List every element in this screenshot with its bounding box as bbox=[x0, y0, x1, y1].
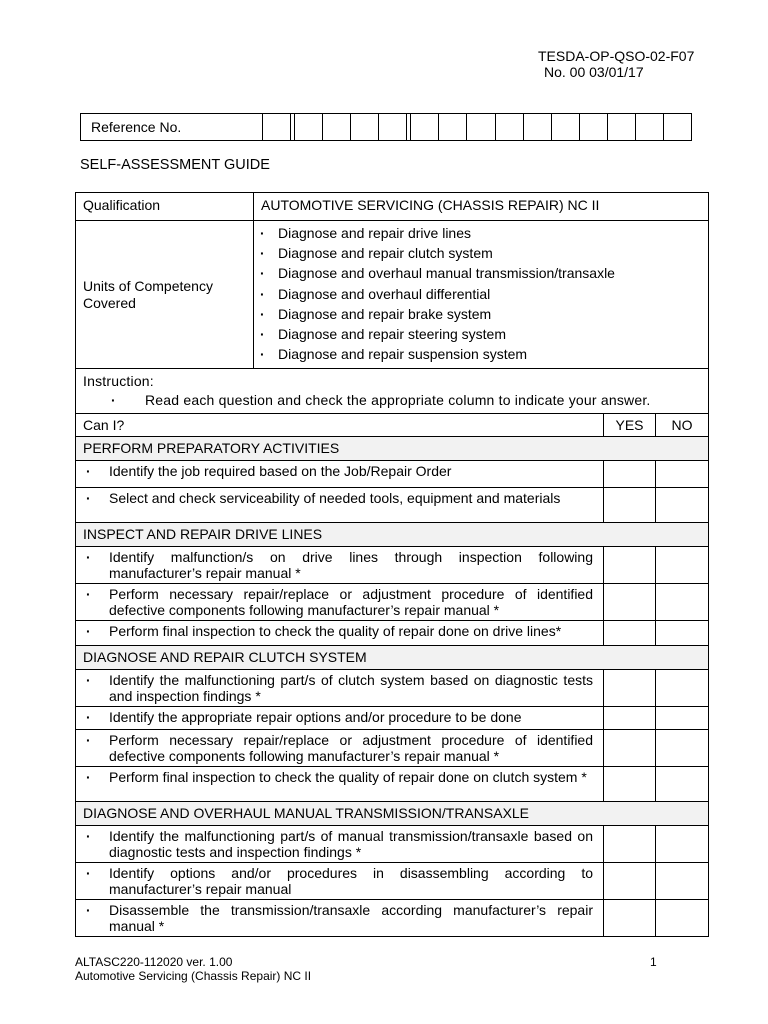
table-row bbox=[76, 826, 709, 863]
table-row bbox=[76, 670, 709, 707]
bullet-dot: · bbox=[86, 732, 91, 749]
qualification-label: Qualification bbox=[76, 193, 254, 221]
yes-checkbox[interactable] bbox=[604, 900, 656, 937]
no-checkbox[interactable] bbox=[656, 670, 709, 707]
table-row bbox=[76, 584, 709, 621]
bullet-dot: · bbox=[86, 463, 91, 480]
reference-label: Reference No. bbox=[81, 114, 263, 140]
form-revision: No. 00 03/01/17 bbox=[544, 64, 644, 80]
question-text: Identify the appropriate repair options and/or procedure to be done bbox=[109, 709, 522, 726]
unit-item: · Diagnose and overhaul manual transmission/transaxle bbox=[260, 263, 708, 283]
footer bbox=[75, 955, 311, 983]
yes-checkbox[interactable] bbox=[604, 670, 656, 707]
bullet-dot: · bbox=[86, 623, 91, 640]
question-text: Perform final inspection to check the quality of repair done on drive lines* bbox=[109, 623, 562, 640]
ref-box[interactable] bbox=[552, 114, 580, 140]
no-header: NO bbox=[656, 414, 709, 437]
question-text: Perform final inspection to check the quality of repair done on clutch system * bbox=[109, 769, 587, 786]
reference-number-table bbox=[80, 113, 692, 141]
question-text: Perform necessary repair/replace or adjustment procedure of identified defective components following manufacturer’s repair manual * bbox=[109, 586, 593, 619]
section-title: PERFORM PREPARATORY ACTIVITIES bbox=[76, 437, 709, 461]
ref-box[interactable] bbox=[295, 114, 323, 140]
table-row bbox=[76, 488, 709, 523]
form-code: TESDA-OP-QSO-02-F07 bbox=[538, 48, 695, 64]
no-checkbox[interactable] bbox=[656, 584, 709, 621]
ref-box[interactable] bbox=[263, 114, 291, 140]
question-text: Identify the malfunctioning part/s of manual transmission/transaxle based on diagnostic tests and inspection findings * bbox=[109, 828, 593, 861]
no-checkbox[interactable] bbox=[656, 621, 709, 646]
instruction-label: Instruction: bbox=[83, 373, 154, 390]
ref-box[interactable] bbox=[580, 114, 608, 140]
units-list bbox=[254, 221, 709, 369]
units-label: Units of Competency Covered bbox=[76, 221, 254, 369]
ref-box[interactable] bbox=[439, 114, 467, 140]
yes-checkbox[interactable] bbox=[604, 863, 656, 900]
section-title: INSPECT AND REPAIR DRIVE LINES bbox=[76, 523, 709, 547]
question-text: Disassemble the transmission/transaxle according manufacturer’s repair manual * bbox=[109, 902, 593, 935]
reference-boxes[interactable] bbox=[263, 114, 691, 140]
question-text: Identify options and/or procedures in disassembling according to manufacturer’s repair manual bbox=[109, 865, 593, 898]
no-checkbox[interactable] bbox=[656, 547, 709, 584]
question-text: Select and check serviceability of needed tools, equipment and materials bbox=[109, 490, 561, 507]
footer-doc-name: Automotive Servicing (Chassis Repair) NC II bbox=[75, 969, 312, 983]
unit-item: · Diagnose and repair suspension system bbox=[260, 344, 708, 364]
table-row bbox=[76, 621, 709, 646]
question-text: Perform necessary repair/replace or adjustment procedure of identified defective components following manufacturer’s repair manual * bbox=[109, 732, 593, 765]
footer-doc-id: ALTASC220-112020 ver. 1.00 bbox=[75, 955, 233, 969]
ref-box[interactable] bbox=[379, 114, 407, 140]
no-checkbox[interactable] bbox=[656, 863, 709, 900]
question-text: Identify malfunction/s on drive lines through inspection following manufacturer’s repair manual * bbox=[109, 549, 593, 582]
yes-checkbox[interactable] bbox=[604, 730, 656, 767]
section-title: DIAGNOSE AND OVERHAUL MANUAL TRANSMISSION/TRANSAXLE bbox=[76, 802, 709, 826]
form-code-block bbox=[538, 48, 738, 80]
table-row bbox=[76, 900, 709, 937]
page-title: SELF-ASSESSMENT GUIDE bbox=[80, 157, 270, 173]
table-row bbox=[76, 767, 709, 802]
no-checkbox[interactable] bbox=[656, 826, 709, 863]
no-checkbox[interactable] bbox=[656, 767, 709, 802]
question-text: Identify the malfunctioning part/s of clutch system based on diagnostic tests and inspection findings * bbox=[109, 672, 593, 705]
ref-box[interactable] bbox=[467, 114, 495, 140]
table-row bbox=[76, 707, 709, 730]
qualification-value: AUTOMOTIVE SERVICING (CHASSIS REPAIR) NC II bbox=[254, 193, 709, 221]
bullet-dot: · bbox=[86, 490, 91, 507]
no-checkbox[interactable] bbox=[656, 900, 709, 937]
ref-box[interactable] bbox=[323, 114, 351, 140]
table-row bbox=[76, 730, 709, 767]
ref-box[interactable] bbox=[411, 114, 439, 140]
yes-checkbox[interactable] bbox=[604, 584, 656, 621]
bullet-dot: · bbox=[86, 672, 91, 689]
no-checkbox[interactable] bbox=[656, 707, 709, 730]
yes-checkbox[interactable] bbox=[604, 547, 656, 584]
bullet-dot: · bbox=[86, 902, 91, 919]
bullet-dot: · bbox=[86, 828, 91, 845]
can-i-header: Can I? bbox=[76, 414, 604, 437]
assessment-table bbox=[75, 192, 709, 937]
no-checkbox[interactable] bbox=[656, 488, 709, 523]
ref-box[interactable] bbox=[664, 114, 691, 140]
yes-checkbox[interactable] bbox=[604, 707, 656, 730]
ref-box[interactable] bbox=[636, 114, 664, 140]
bullet-dot: · bbox=[86, 549, 91, 566]
yes-header: YES bbox=[604, 414, 656, 437]
ref-box[interactable] bbox=[496, 114, 524, 140]
unit-item: · Diagnose and repair clutch system bbox=[260, 243, 708, 263]
bullet-dot: · bbox=[86, 865, 91, 882]
instruction: Instruction: · Read each question and check the appropriate column to indicate your answer. bbox=[76, 369, 709, 414]
yes-checkbox[interactable] bbox=[604, 488, 656, 523]
unit-item: · Diagnose and overhaul differential bbox=[260, 284, 708, 304]
table-row bbox=[76, 461, 709, 488]
bullet-dot: · bbox=[86, 769, 91, 786]
bullet-dot: · bbox=[86, 586, 91, 603]
yes-checkbox[interactable] bbox=[604, 461, 656, 488]
yes-checkbox[interactable] bbox=[604, 767, 656, 802]
question-text: Identify the job required based on the Job/Repair Order bbox=[109, 463, 452, 480]
unit-item: · Diagnose and repair brake system bbox=[260, 304, 708, 324]
yes-checkbox[interactable] bbox=[604, 826, 656, 863]
table-row bbox=[76, 547, 709, 584]
unit-item: · Diagnose and repair drive lines bbox=[260, 223, 708, 243]
ref-box[interactable] bbox=[351, 114, 379, 140]
section-title: DIAGNOSE AND REPAIR CLUTCH SYSTEM bbox=[76, 646, 709, 670]
unit-item: · Diagnose and repair steering system bbox=[260, 324, 708, 344]
sections-body bbox=[76, 437, 709, 937]
instruction-text: Read each question and check the appropriate column to indicate your answer. bbox=[145, 392, 651, 409]
no-checkbox[interactable] bbox=[656, 730, 709, 767]
page-number: 1 bbox=[650, 955, 657, 969]
table-row bbox=[76, 863, 709, 900]
no-checkbox[interactable] bbox=[656, 461, 709, 488]
bullet-dot: · bbox=[86, 709, 91, 726]
ref-box[interactable] bbox=[524, 114, 552, 140]
ref-box[interactable] bbox=[608, 114, 636, 140]
yes-checkbox[interactable] bbox=[604, 621, 656, 646]
